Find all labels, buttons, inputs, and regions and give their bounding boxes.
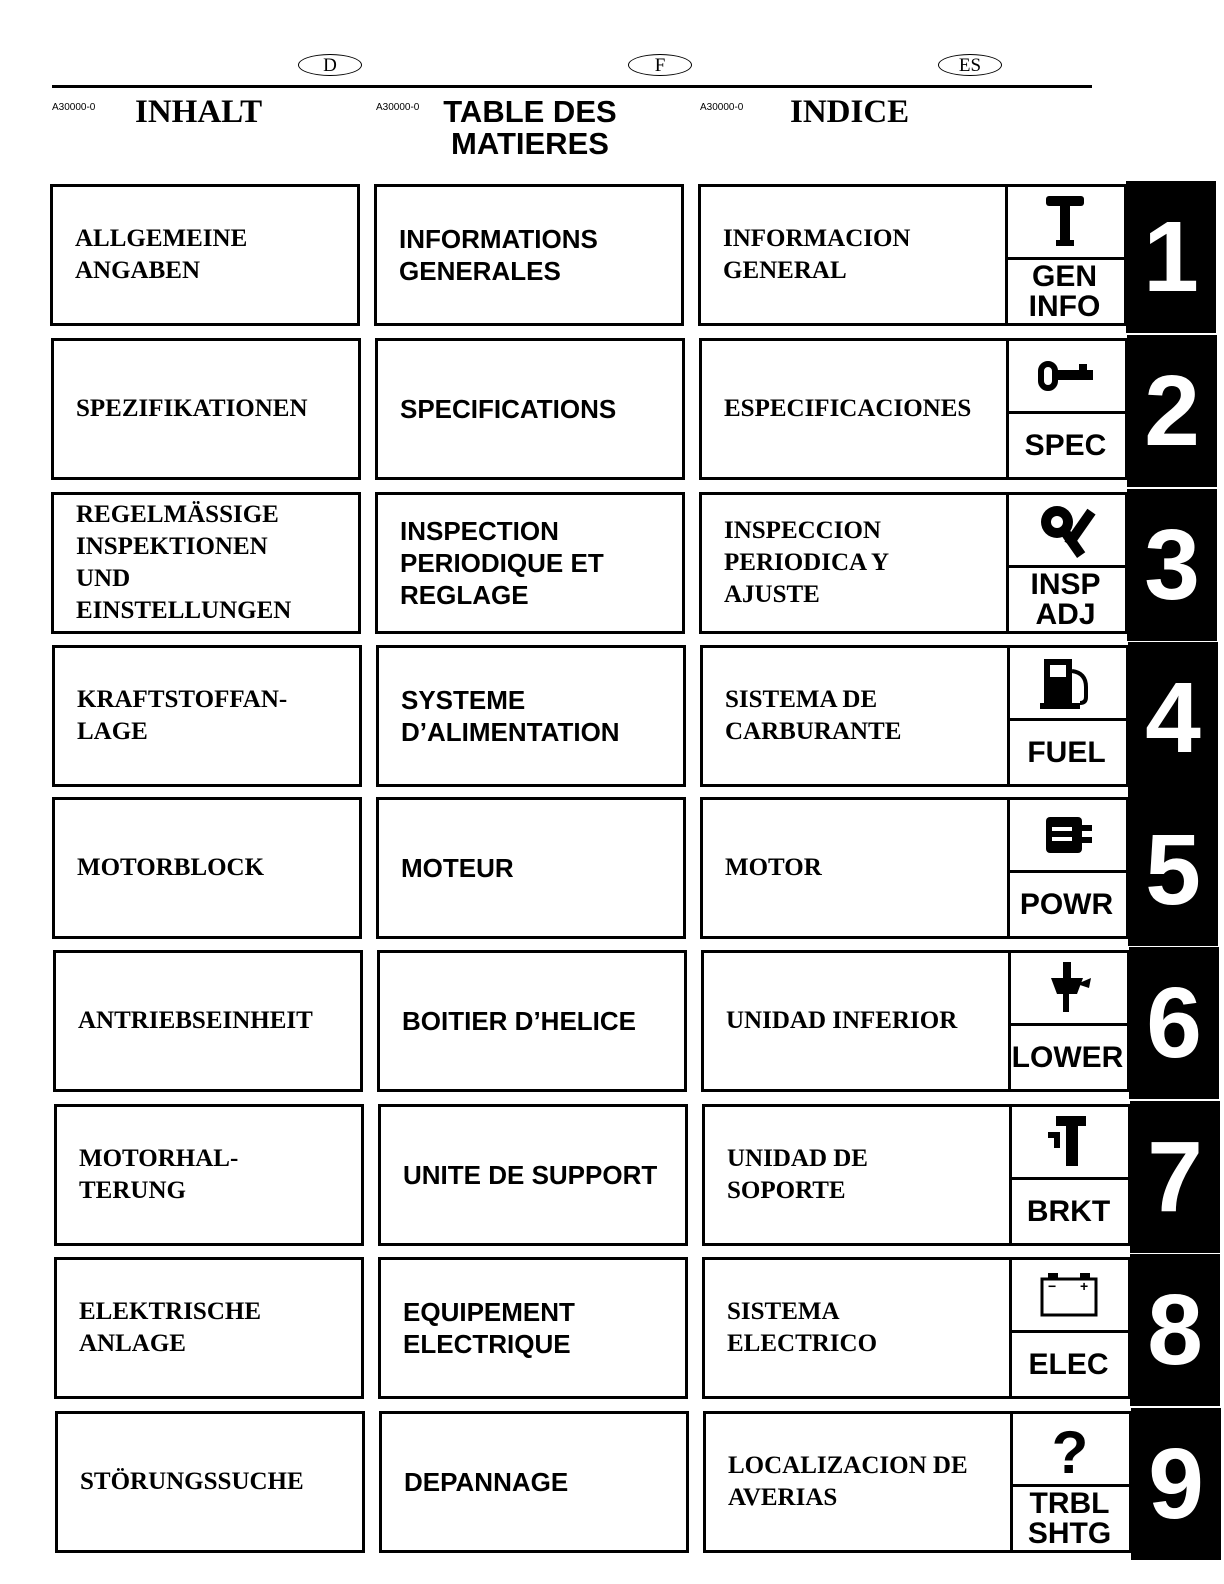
chapter-title-spanish[interactable] (699, 338, 1009, 480)
header-rule (52, 85, 1092, 88)
chapter-title-french-text: UNITE DE SUPPORT (403, 1160, 658, 1190)
chapter-title-german[interactable] (51, 338, 361, 480)
chapter-number-tab[interactable]: 8 (1130, 1254, 1220, 1406)
icon-divider (1007, 645, 1010, 787)
chapter-abbreviation: BRKT (1009, 1177, 1128, 1243)
chapter-title-spanish[interactable] (699, 492, 1009, 634)
icon-divider (1009, 1104, 1012, 1246)
chapter-icon-box[interactable] (1008, 950, 1130, 1092)
chapter-icon-box[interactable] (1006, 338, 1128, 480)
chapter-title-spanish-text: INSPECCION PERIODICA Y AJUSTE (724, 517, 890, 608)
chapter-title-french-text: EQUIPEMENT ELECTRIQUE (403, 1297, 575, 1359)
icon-divider (1006, 492, 1009, 634)
chapter-title-french-text: INFORMATIONS GENERALES (399, 224, 598, 286)
chapter-title-spanish-text: UNIDAD INFERIOR (726, 1007, 958, 1034)
chapter-title-spanish[interactable] (703, 1411, 1013, 1553)
chapter-abbreviation: TRBL SHTG (1010, 1484, 1129, 1550)
chapter-title-french-text: MOTEUR (401, 853, 514, 883)
chapter-title-french[interactable] (379, 1411, 689, 1553)
chapter-title-spanish-text: UNIDAD DE SOPORTE (727, 1145, 868, 1204)
chapter-title-french[interactable] (376, 797, 686, 939)
chapter-abbreviation: SPEC (1006, 411, 1125, 477)
chapter-title-french-text: BOITIER D’HELICE (402, 1006, 637, 1036)
lower-unit-icon (1008, 953, 1127, 1023)
title-spanish: INDICE (790, 94, 910, 130)
section-code-spanish: A30000-0 (700, 102, 744, 113)
chapter-icon-box[interactable] (1007, 797, 1129, 939)
icon-divider (1006, 338, 1009, 480)
lang-badge-french: F (628, 54, 692, 76)
wrench-icon (1006, 495, 1125, 565)
battery-icon (1009, 1260, 1128, 1330)
chapter-number-tab[interactable]: 2 (1127, 335, 1217, 487)
caliper-icon (1006, 341, 1125, 411)
chapter-title-spanish[interactable] (700, 797, 1010, 939)
svg-text:−: − (1047, 1278, 1056, 1294)
title-german: INHALT (135, 94, 263, 130)
chapter-title-spanish-text: INFORMACION GENERAL (723, 225, 911, 284)
chapter-abbreviation: LOWER (1008, 1023, 1127, 1089)
bracket-icon (1009, 1107, 1128, 1177)
section-code-german: A30000-0 (52, 102, 96, 113)
question-mark-icon (1010, 1414, 1129, 1484)
chapter-title-french[interactable] (375, 338, 685, 480)
chapter-title-spanish[interactable] (702, 1257, 1012, 1399)
chapter-title-german-text: MOTORBLOCK (77, 854, 265, 881)
chapter-title-spanish[interactable] (701, 950, 1011, 1092)
chapter-number-tab[interactable]: 1 (1126, 181, 1216, 333)
chapter-abbreviation: ELEC (1009, 1330, 1128, 1396)
chapter-title-spanish-text: ESPECIFICACIONES (724, 395, 972, 422)
icon-divider (1008, 950, 1011, 1092)
chapter-title-german[interactable] (52, 797, 362, 939)
chapter-icon-box[interactable] (1010, 1411, 1132, 1553)
chapter-title-german[interactable] (52, 645, 362, 787)
chapter-title-german[interactable] (54, 1104, 364, 1246)
chapter-abbreviation: POWR (1007, 870, 1126, 936)
chapter-number-tab[interactable]: 5 (1128, 794, 1218, 946)
chapter-title-french[interactable] (377, 950, 687, 1092)
chapter-title-french[interactable] (376, 645, 686, 787)
chapter-title-spanish-text: LOCALIZACION DE AVERIAS (728, 1452, 968, 1511)
chapter-number-tab[interactable]: 7 (1130, 1101, 1220, 1253)
chapter-icon-box[interactable] (1005, 184, 1127, 326)
chapter-title-german-text: STÖRUNGSSUCHE (80, 1468, 304, 1495)
chapter-abbreviation: FUEL (1007, 718, 1126, 784)
section-code-french: A30000-0 (376, 102, 420, 113)
chapter-title-german[interactable] (54, 1257, 364, 1399)
chapter-icon-box[interactable] (1007, 645, 1129, 787)
chapter-number-tab[interactable]: 9 (1131, 1408, 1221, 1560)
chapter-title-spanish[interactable] (700, 645, 1010, 787)
lang-badge-spanish: ES (938, 54, 1002, 76)
chapter-title-german[interactable] (51, 492, 361, 634)
chapter-number-tab[interactable]: 4 (1128, 642, 1218, 794)
chapter-title-spanish-text: MOTOR (725, 854, 822, 881)
icon-divider (1007, 797, 1010, 939)
chapter-title-french-text: INSPECTION PERIODIQUE ET REGLAGE (400, 516, 604, 610)
fuel-pump-icon (1007, 648, 1126, 718)
chapter-title-spanish-text: SISTEMA DE CARBURANTE (725, 686, 902, 745)
chapter-title-french[interactable] (378, 1257, 688, 1399)
icon-divider (1005, 184, 1008, 326)
chapter-title-german[interactable] (55, 1411, 365, 1553)
chapter-title-german-text: MOTORHAL- TERUNG (79, 1145, 239, 1204)
lang-badge-german: D (298, 54, 362, 76)
chapter-number-tab[interactable]: 6 (1129, 947, 1219, 1099)
chapter-title-german-text: REGELMÄSSIGE INSPEKTIONEN UND EINSTELLUNGEN (76, 501, 292, 624)
chapter-title-german-text: ELEKTRISCHE ANLAGE (79, 1298, 262, 1357)
chapter-title-french-text: SPECIFICATIONS (400, 394, 617, 424)
chapter-title-spanish-text: SISTEMA ELECTRICO (727, 1298, 878, 1357)
outboard-motor-icon (1005, 187, 1124, 257)
svg-text:+: + (1079, 1278, 1088, 1294)
chapter-abbreviation: GEN INFO (1005, 257, 1124, 323)
chapter-icon-box[interactable] (1006, 492, 1128, 634)
chapter-title-french-text: DEPANNAGE (404, 1467, 569, 1497)
chapter-number-tab[interactable]: 3 (1127, 489, 1217, 641)
chapter-title-spanish[interactable] (698, 184, 1008, 326)
chapter-title-french-text: SYSTEME D’ALIMENTATION (401, 685, 620, 747)
icon-divider (1010, 1411, 1013, 1553)
chapter-title-spanish[interactable] (702, 1104, 1012, 1246)
chapter-title-german[interactable] (53, 950, 363, 1092)
svg-text:?: ? (1051, 1419, 1088, 1479)
engine-block-icon (1007, 800, 1126, 870)
chapter-title-german-text: ALLGEMEINE ANGABEN (75, 225, 248, 284)
chapter-title-german-text: SPEZIFIKATIONEN (76, 395, 308, 422)
chapter-title-german[interactable] (50, 184, 360, 326)
icon-divider (1009, 1257, 1012, 1399)
title-french: TABLE DES MATIERES (443, 94, 617, 161)
chapter-title-german-text: ANTRIEBSEINHEIT (78, 1007, 313, 1034)
chapter-icon-box[interactable] (1009, 1257, 1131, 1399)
chapter-icon-box[interactable] (1009, 1104, 1131, 1246)
chapter-abbreviation: INSP ADJ (1006, 565, 1125, 631)
chapter-title-german-text: KRAFTSTOFFAN- LAGE (77, 686, 288, 745)
chapter-title-french[interactable] (374, 184, 684, 326)
chapter-title-french[interactable] (378, 1104, 688, 1246)
chapter-title-french[interactable] (375, 492, 685, 634)
